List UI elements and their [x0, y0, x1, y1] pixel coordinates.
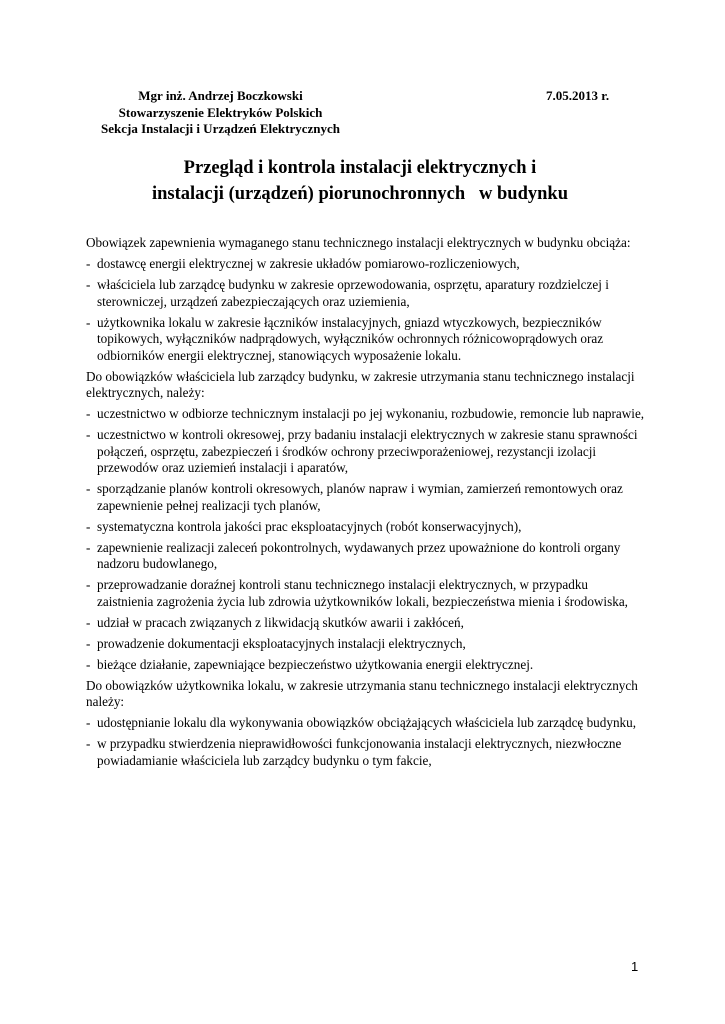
list-item [86, 519, 646, 536]
title-line-2: instalacji (urządzeń) piorunochronnych w budynku [152, 184, 568, 204]
page-number: 1 [631, 959, 639, 974]
bullet-dash: - [86, 539, 91, 555]
bullet-dash: - [86, 314, 91, 330]
author-section: Sekcja Instalacji i Urządzeń Elektrycznych [100, 121, 341, 136]
section-intro: Obowiązek zapewnienia wymaganego stanu technicznego instalacji elektrycznych w budynku obciąża: [86, 235, 631, 250]
list-item [86, 481, 646, 514]
list-item-text: właściciela lub zarządcę budynku w zakresie oprzewodowania, osprzętu, aparatury rozdzielczej i sterowniczej, urządzeń zabezpieczających oraz uziemienia, [97, 277, 609, 309]
list-item [86, 636, 646, 653]
author-block [88, 88, 353, 138]
list-item-text: uczestnictwo w kontroli okresowej, przy badaniu instalacji elektrycznych w zakresie stanu sprawności połączeń, osprzętu, zabezpieczeń i środków ochrony przeciwporażeniowej, rezystancji izolacji przewodów oraz uziemień instalacji i aparatów, [97, 427, 638, 475]
author-organization: Stowarzyszenie Elektryków Polskich [118, 104, 323, 120]
list-item [86, 406, 646, 423]
bullet-dash: - [86, 614, 91, 630]
list-item-text: w przypadku stwierdzenia nieprawidłowości funkcjonowania instalacji elektrycznych, niezwłoczne powiadamianie właściciela lub zarządcy budynku o tym fakcie, [97, 736, 622, 768]
document-title [60, 155, 660, 207]
bullet-dash: - [86, 715, 91, 730]
bullet-dash: - [86, 656, 91, 672]
list-item [86, 427, 646, 477]
list-item-text: uczestnictwo w odbiorze technicznym instalacji po jej wykonaniu, rozbudowie, remoncie lub naprawie, [97, 406, 645, 421]
list-item [86, 540, 646, 573]
list-item [86, 315, 646, 365]
list-item-text: systematyczna kontrola jakości prac eksploatacyjnych (robót konserwacyjnych), [97, 518, 522, 534]
list-item [86, 736, 646, 769]
list-item-text: przeprowadzanie doraźnej kontroli stanu technicznego instalacji elektrycznych, w przypadku zaistnienia zagrożenia życia lub zdrowia użytkowników lokali, bezpieczeństwa mienia i środowiska, [97, 577, 628, 609]
bullet-dash: - [86, 577, 91, 592]
list-item-text: zapewnienie realizacji zaleceń pokontrolnych, wydawanych przez upoważnione do kontroli organy nadzoru budowlanego, [97, 539, 621, 571]
list-item-text: udział w pracach związanych z likwidacją skutków awarii i zakłóceń, [97, 614, 464, 630]
bullet-dash: - [86, 736, 91, 751]
list-item-text: użytkownika lokalu w zakresie łączników instalacyjnych, gniazd wtyczkowych, bezpieczników topikowych, wyłączników nadprądowych, wyłączników ochronnych różnicowoprądowych oraz odbiorników energii elektrycznej, stanowiących wyposażenie lokalu. [97, 314, 604, 363]
bullet-dash: - [86, 256, 91, 271]
bullet-dash: - [86, 518, 91, 534]
bullet-dash: - [86, 635, 91, 651]
author-name: Mgr inż. Andrzej Boczkowski [138, 88, 303, 103]
title-line-1: Przegląd i kontrola instalacji elektrycznych i [183, 158, 537, 178]
bullet-dash: - [86, 427, 91, 442]
bullet-dash: - [86, 277, 91, 292]
list-item-text: dostawcę energii elektrycznej w zakresie układów pomiarowo-rozliczeniowych, [97, 256, 520, 271]
section-intro: Do obowiązków użytkownika lokalu, w zakresie utrzymania stanu technicznego instalacji elektrycznych należy: [86, 677, 638, 709]
list-item-text: prowadzenie dokumentacji eksploatacyjnych instalacji elektrycznych, [97, 635, 466, 651]
list-item [86, 615, 646, 632]
list-item-text: bieżące działanie, zapewniające bezpieczeństwo użytkowania energii elektrycznej. [97, 656, 534, 672]
list-item-text: udostępnianie lokalu dla wykonywania obowiązków obciążających właściciela lub zarządcę budynku, [97, 715, 637, 730]
list-item-text: sporządzanie planów kontroli okresowych, planów napraw i wymian, zamierzeń remontowych oraz zapewnienie pełnej realizacji tych planów, [97, 481, 623, 513]
bullet-dash: - [86, 481, 91, 496]
list-item [86, 577, 646, 610]
bullet-dash: - [86, 406, 91, 421]
section-intro: Do obowiązków właściciela lub zarządcy budynku, w zakresie utrzymania stanu technicznego instalacji elektrycznych, należy: [86, 368, 635, 400]
list-item [86, 277, 646, 310]
document-date: 7.05.2013 r. [546, 88, 610, 103]
list-item [86, 715, 646, 732]
list-item [86, 657, 646, 674]
document-body [86, 235, 646, 774]
list-item [86, 256, 646, 273]
